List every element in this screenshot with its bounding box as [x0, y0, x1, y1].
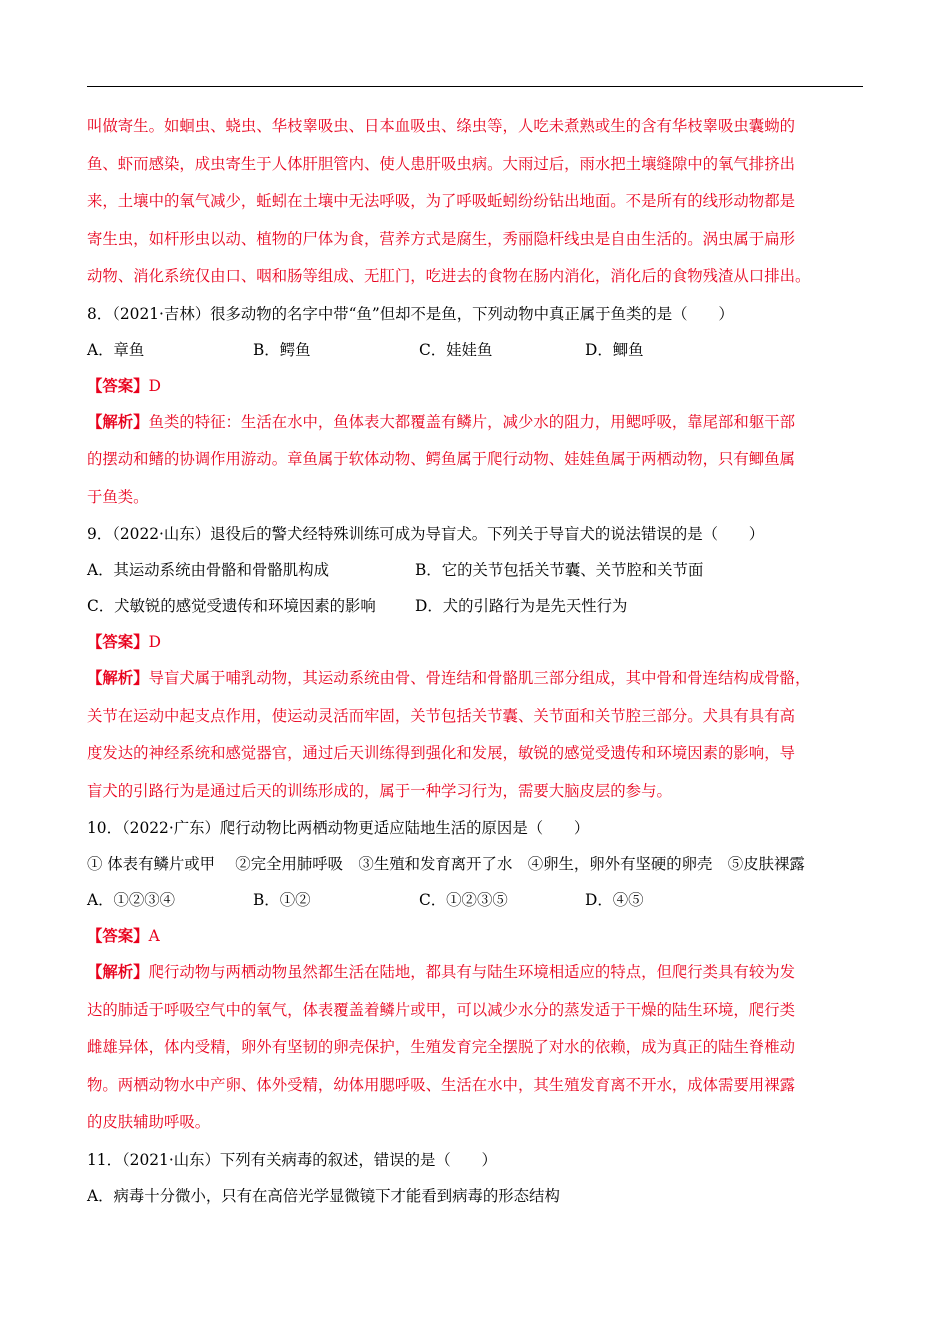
question-11 — [87, 1142, 867, 1214]
text-line: 达的肺适于呼吸空气中的氧气，体表覆盖着鳞片或甲，可以减少水分的蒸发适于干燥的陆生环境，爬行类 — [87, 1000, 795, 1019]
option-d: D．鲫鱼 — [585, 340, 644, 359]
option-b: B．①② — [253, 891, 311, 909]
text-line — [87, 954, 867, 992]
question-stem: 11．（2021·山东）下列有关病毒的叙述，错误的是（ ） — [87, 1150, 497, 1169]
answer-label: 【答案】 — [87, 633, 149, 651]
option-a: A．章鱼 — [87, 340, 145, 359]
question-stem: 8．（2021·吉林）很多动物的名字中带“鱼”但却不是鱼，下列动物中真正属于鱼类的是（ ） — [87, 304, 734, 323]
option-a: A．①②③④ — [87, 891, 176, 909]
option-c: C．犬敏锐的感觉受遗传和环境因素的影响 — [87, 597, 376, 615]
option-c: C．①②③⑤ — [419, 891, 508, 909]
analysis-label: 【解析】 — [87, 963, 149, 981]
option-row — [87, 588, 867, 624]
answer-line — [87, 624, 867, 660]
text-line — [87, 660, 867, 698]
analysis-label: 【解析】 — [87, 669, 149, 687]
answer-value: D — [148, 376, 161, 395]
text-line: 鱼、虾而感染，成虫寄生于人体肝胆管内、使人患肝吸虫病。大雨过后，雨水把土壤缝隙中的氧气排挤出 — [87, 154, 795, 173]
answer-line — [87, 918, 867, 954]
question-stem: 10．（2022·广东）爬行动物比两栖动物更适应陆地生活的原因是（ ） — [87, 819, 590, 837]
answer-label: 【答案】 — [87, 376, 149, 395]
option-d: D．犬的引路行为是先天性行为 — [415, 597, 628, 615]
text-line: 来，土壤中的氧气减少，蚯蚓在土壤中无法呼吸，为了呼吸蚯蚓纷纷钻出地面。不是所有的线形动物都是 — [87, 192, 795, 210]
intro-explanation — [87, 108, 867, 296]
question-items: ① 体表有鳞片或甲 ②完全用肺呼吸 ③生殖和发育离开了水 ④卵生，卵外有坚硬的卵壳 ⑤皮肤裸露 — [87, 855, 805, 873]
header-rule — [87, 86, 863, 87]
text-line: 物。两栖动物水中产卵、体外受精，幼体用腮呼吸、生活在水中，其生殖发育离不开水，成体需要用裸露 — [87, 1075, 795, 1094]
option-d: D．④⑤ — [585, 891, 644, 909]
analysis-text: 爬行动物与两栖动物虽然都生活在陆地，都具有与陆生环境相适应的特点，但爬行类具有较为发 — [148, 963, 795, 981]
text-line: 叫做寄生。如蛔虫、蛲虫、华枝睾吸虫、日本血吸虫、绦虫等，人吃未煮熟或生的含有华枝睾吸虫囊蚴的 — [87, 117, 795, 135]
question-9 — [87, 516, 867, 810]
text-line: 盲犬的引路行为是通过后天的训练形成的，属于一种学习行为，需要大脑皮层的参与。 — [87, 781, 672, 800]
text-line — [87, 404, 867, 442]
analysis — [87, 660, 867, 810]
analysis-text: 导盲犬属于哺乳动物，其运动系统由骨、骨连结和骨骼肌三部分组成，其中骨和骨连结构成骨骼， — [148, 669, 811, 687]
text-line: 寄生虫，如杆形虫以动、植物的尸体为食，营养方式是腐生，秀丽隐杆线虫是自由生活的。涡虫属于扁形 — [87, 229, 795, 248]
text-line: 于鱼类。 — [87, 487, 149, 506]
analysis — [87, 404, 867, 517]
option-row — [87, 552, 867, 588]
text-line: 关节在运动中起支点作用，使运动灵活而牢固，关节包括关节囊、关节面和关节腔三部分。犬具有具有高 — [87, 706, 795, 725]
text-line: 雌雄异体，体内受精，卵外有坚韧的卵壳保护，生殖发育完全摆脱了对水的依赖，成为真正的陆生脊椎动 — [87, 1038, 795, 1056]
text-line: 的皮肤辅助呼吸。 — [87, 1113, 211, 1131]
question-stem: 9．（2022·山东）退役后的警犬经特殊训练可成为导盲犬。下列关于导盲犬的说法错误的是（ ） — [87, 525, 765, 543]
analysis-label: 【解析】 — [87, 412, 149, 431]
answer-label: 【答案】 — [87, 927, 149, 945]
answer-value: D — [148, 633, 161, 651]
text-line: 动物、消化系统仅由口、咽和肠等组成、无肛门，吃进去的食物在肠内消化，消化后的食物残渣从口排出。 — [87, 267, 811, 285]
option-a: A．其运动系统由骨骼和骨骼肌构成 — [87, 561, 329, 579]
document-body — [87, 108, 867, 1214]
answer-line — [87, 368, 867, 404]
option-c: C．娃娃鱼 — [419, 340, 493, 359]
option-row — [87, 882, 867, 918]
option-b: B．它的关节包括关节囊、关节腔和关节面 — [415, 561, 704, 579]
option-row — [87, 332, 867, 368]
question-8 — [87, 296, 867, 517]
text-line: 的摆动和鳍的协调作用游动。章鱼属于软体动物、鳄鱼属于爬行动物、娃娃鱼属于两栖动物，只有鲫鱼属 — [87, 450, 795, 468]
analysis — [87, 954, 867, 1142]
question-10 — [87, 810, 867, 1142]
analysis-text: 鱼类的特征：生活在水中，鱼体表大都覆盖有鳞片，减少水的阻力，用鳃呼吸，靠尾部和躯干部 — [148, 412, 795, 431]
option-b: B．鳄鱼 — [253, 340, 311, 359]
answer-value: A — [148, 927, 160, 945]
option-a: A．病毒十分微小，只有在高倍光学显微镜下才能看到病毒的形态结构 — [87, 1186, 560, 1205]
text-line: 度发达的神经系统和感觉器官，通过后天训练得到强化和发展，敏锐的感觉受遗传和环境因素的影响，导 — [87, 744, 795, 762]
